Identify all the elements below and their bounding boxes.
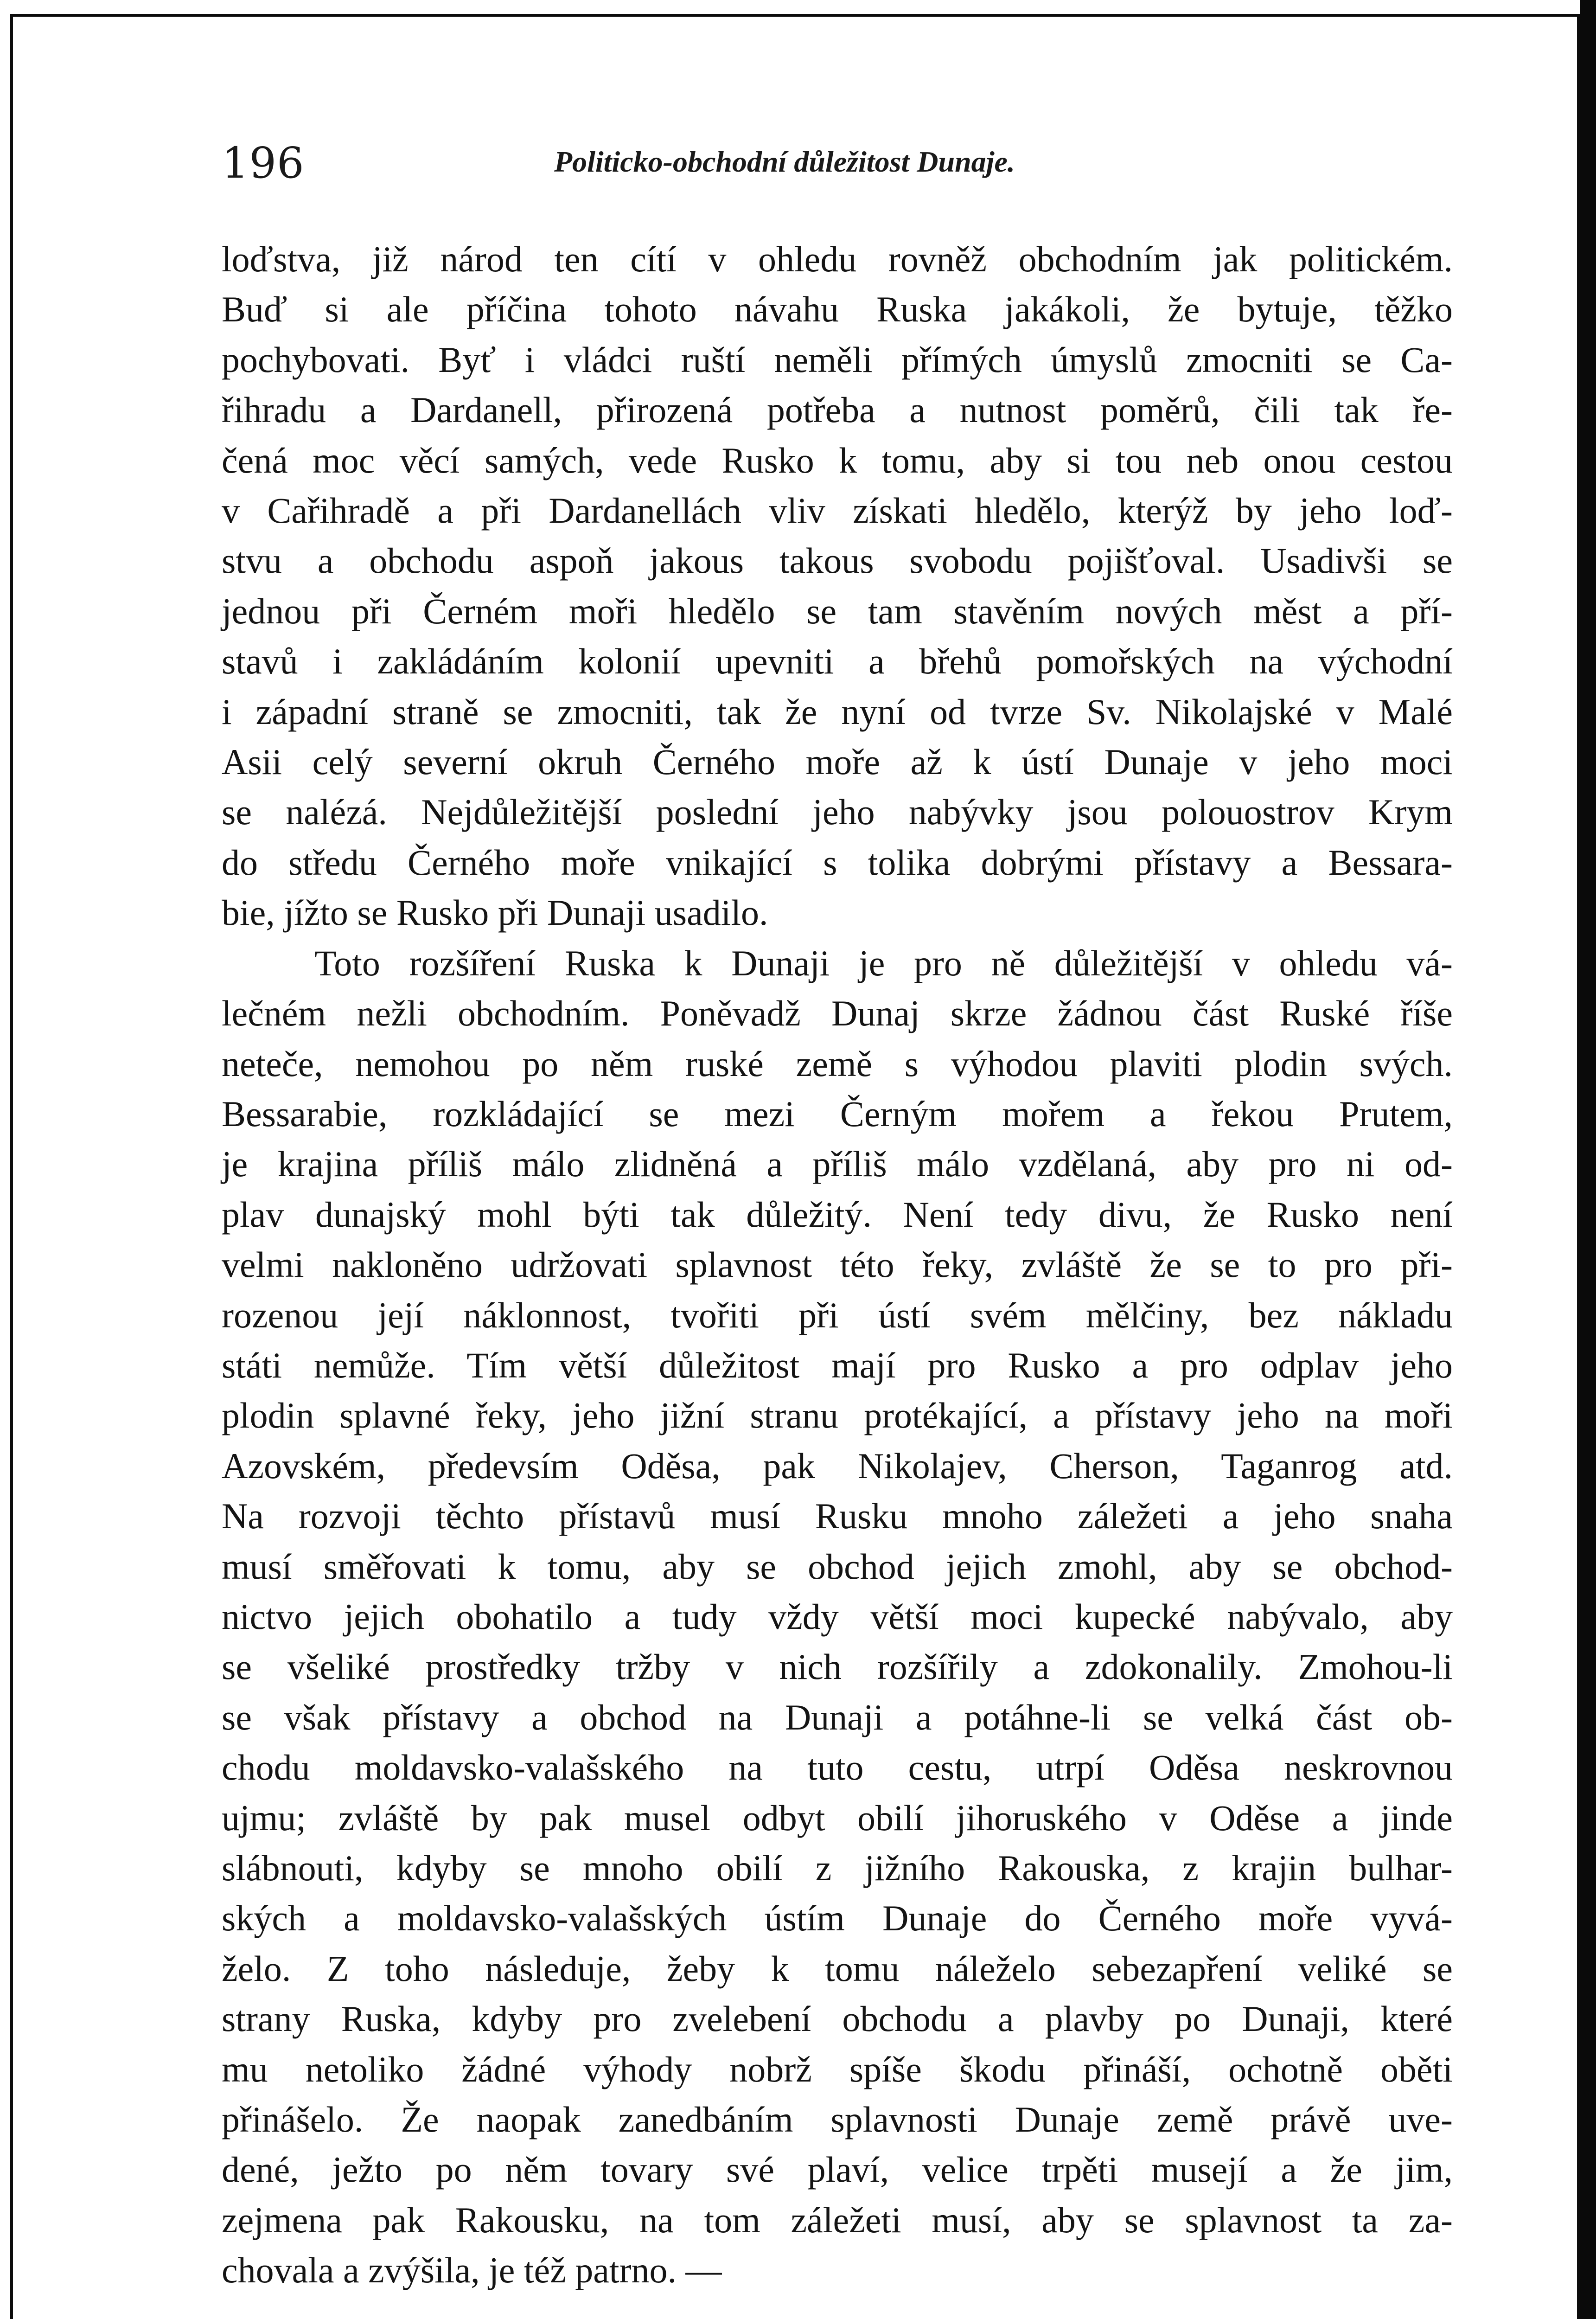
text-line: přinášelo. Že naopak zanedbáním splavnosti Dunaje země právě uve- [222,2099,1453,2140]
text-line: chovala a zvýšila, je též patrno. — [222,2250,722,2291]
text-line: slábnouti, kdyby se mnoho obilí z jižního Rakouska, z krajin bulhar- [222,1848,1453,1888]
text-line: pochybovati. Byť i vládci ruští neměli přímých úmyslů zmocniti se Ca- [222,339,1453,380]
running-head: Politicko-obchodní důležitost Dunaje. [554,145,1015,178]
text-line: je krajina příliš málo zlidněná a příliš málo vzdělaná, aby pro ni od- [222,1144,1453,1185]
text-line: musí směřovati k tomu, aby se obchod jejich zmohl, aby se obchod- [222,1546,1453,1587]
text-line: se nalézá. Nejdůležitější poslední jeho nabývky jsou polouostrov Krym [222,792,1453,833]
text-line: bie, jížto se Rusko při Dunaji usadilo. [222,892,768,933]
text-line: mu netoliko žádné výhody nobrž spíše škodu přináší, ochotně oběti [222,2049,1453,2089]
text-line: loďstva, již národ ten cítí v ohledu rovněž obchodním jak politickém. [222,239,1453,279]
text-line: Na rozvoji těchto přístavů musí Rusku mnoho záležeti a jeho snaha [222,1496,1453,1537]
text-line: Bessarabie, rozkládající se mezi Černým mořem a řekou Prutem, [222,1093,1453,1134]
text-line: neteče, nemohou po něm ruské země s výhodou plaviti plodin svých. [222,1043,1453,1084]
text-line: jednou při Černém moři hledělo se tam stavěním nových měst a pří- [222,590,1453,631]
text-line: se všeliké prostředky tržby v nich rozšířily a zdokonalily. Zmohou-li [222,1646,1453,1687]
text-line: želo. Z toho následuje, žeby k tomu náleželo sebezapření veliké se [222,1948,1453,1989]
text-line: stavů i zakládáním kolonií upevniti a břehů pomořských na východní [222,641,1453,682]
text-line: zejmena pak Rakousku, na tom záležeti musí, aby se splavnost ta za- [222,2199,1453,2240]
text-line: lečném nežli obchodním. Poněvadž Dunaj skrze žádnou část Ruské říše [222,993,1453,1034]
scan-edge-right [1580,0,1596,2319]
text-line: ujmu; zvláště by pak musel odbyt obilí jihoruského v Oděse a jinde [222,1797,1453,1838]
text-line: rozenou její náklonnost, tvořiti při ústí svém mělčiny, bez nákladu [222,1294,1453,1335]
text-line: čená moc věcí samých, vede Rusko k tomu, aby si tou neb onou cestou [222,440,1453,480]
text-line: se však přístavy a obchod na Dunaji a potáhne-li se velká část ob- [222,1697,1453,1737]
body-text [222,234,1453,2296]
text-line: plodin splavné řeky, jeho jižní stranu protékající, a přístavy jeho na moři [222,1395,1453,1436]
text-line: Asii celý severní okruh Černého moře až k ústí Dunaje v jeho moci [222,742,1453,782]
page-number: 196 [222,138,305,188]
text-line: řihradu a Dardanell, přirozená potřeba a nutnost poměrů, čili tak ře- [222,390,1453,430]
text-line: chodu moldavsko-valašského na tuto cestu, utrpí Oděsa neskrovnou [222,1747,1453,1788]
text-line: i západní straně se zmocniti, tak že nyní od tvrze Sv. Nikolajské v Malé [222,691,1453,732]
text-line: státi nemůže. Tím větší důležitost mají pro Rusko a pro odplav jeho [222,1345,1453,1385]
text-line: Toto rozšíření Ruska k Dunaji je pro ně důležitější v ohledu vá- [314,942,1453,983]
text-line: Buď si ale příčina tohoto návahu Ruska jakákoli, že bytuje, těžko [222,289,1453,330]
text-line: ských a moldavsko-valašských ústím Dunaje do Černého moře vyvá- [222,1898,1453,1939]
text-line: strany Ruska, kdyby pro zvelebení obchodu a plavby po Dunaji, které [222,1999,1453,2039]
text-line: nictvo jejich obohatilo a tudy vždy větší moci kupecké nabývalo, aby [222,1596,1453,1637]
paragraph [222,234,1453,938]
text-line: velmi nakloněno udržovati splavnost této řeky, zvláště že se to pro při- [222,1244,1453,1285]
text-line: v Cařihradě a při Dardanellách vliv získati hledělo, kterýž by jeho loď- [222,490,1453,531]
text-line: plav dunajský mohl býti tak důležitý. Není tedy divu, že Rusko není [222,1194,1453,1235]
text-line: Azovském, předevsím Oděsa, pak Nikolajev, Cherson, Taganrog atd. [222,1445,1453,1486]
paragraph [222,938,1453,2296]
text-line: dené, ježto po něm tovary své plaví, velice trpěti musejí a že jim, [222,2149,1453,2190]
text-line: do středu Černého moře vnikající s tolika dobrými přístavy a Bessara- [222,842,1453,883]
text-line: stvu a obchodu aspoň jakous takous svobodu pojišťoval. Usadivši se [222,540,1453,581]
